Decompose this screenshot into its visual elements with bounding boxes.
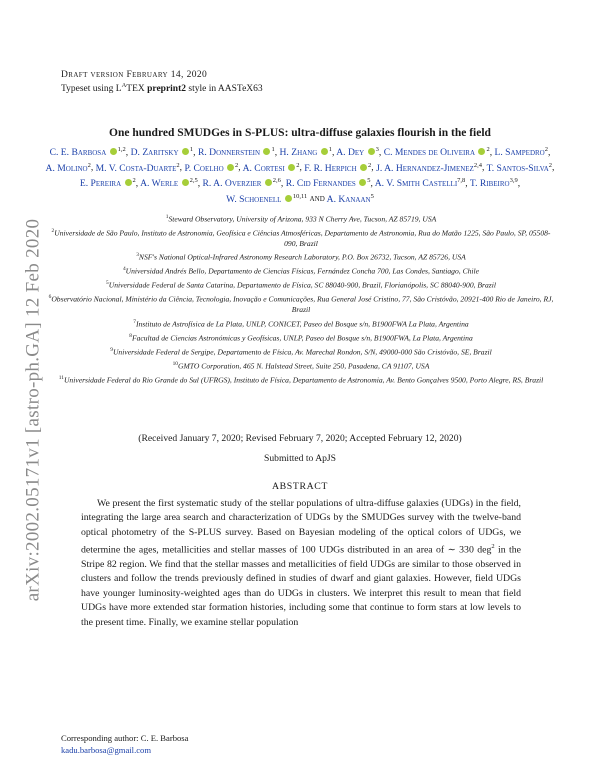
author-entry [203,178,281,189]
author-separator: , [179,162,185,174]
author-separator: , [481,162,487,174]
author-name[interactable]: A. Molino [45,162,88,174]
author-list [40,144,560,206]
author-name[interactable]: M. V. Costa-Duarte [95,162,177,174]
author-affiliation-mark: 2,5 [189,176,198,184]
draft-version: Draft version February 14, 2020 [61,70,208,80]
author-entry [46,163,91,174]
author-separator: , [371,162,377,174]
author-separator: , [135,178,141,190]
author-affiliation-mark: 2,4 [473,161,482,169]
author-entry [494,146,551,159]
author-name[interactable]: T. Ribeiro [469,178,510,190]
author-separator: , [552,162,555,174]
affiliation-item [48,264,554,277]
author-name[interactable]: A. Dey [336,147,365,159]
author-entry [140,178,198,189]
author-entry [226,194,307,205]
author-name[interactable]: A. Werle [140,178,179,190]
author-separator: , [331,147,337,159]
affiliation-text: Observatório Nacional, Ministério da Ciência, Tecnologia, Inovação e Comunicações, Rua General José Cristino, 77, São Cristóvão, 20921-400 Rio de Janeiro, RJ, Brazil [51,294,554,315]
author-affiliation-mark: 5 [367,176,371,184]
author-name[interactable]: H. Zhang [279,147,318,159]
affiliation-number: 1 [165,214,169,220]
author-name[interactable]: L. Sampedro [494,147,545,159]
affiliation-text: Universidade Federal do Rio Grande do Sul (UFRGS), Instituto de Física, Departamento de Astronomia, Av. Bento Gonçalves 9500, Porto Alegre, RS, Brazil [63,375,544,385]
author-affiliation-mark: 1,2 [117,146,126,153]
affiliation-text: Universidade Federal de Santa Catarina, Departamento de Física, SC 88040-900, Brazil, Florianópolis, SC 88040-900, Brazil [108,280,496,290]
author-name[interactable]: E. Pereira [79,178,122,190]
author-entry [96,163,180,174]
abstract-text [81,497,521,630]
orcid-icon[interactable] [110,148,117,155]
author-separator: , [238,162,243,174]
author-affiliation-mark: 5 [370,192,374,200]
author-name[interactable]: J. A. Hernandez-Jimenez [376,162,474,174]
affiliation-number: 2 [51,228,55,235]
affiliation-text: Facultad de Ciencias Astronómicas y Geofísicas, UNLP, Paseo del Bosque s/n, B1900FWA, La Plata, Argentina [131,333,473,343]
orcid-icon[interactable] [359,179,366,186]
author-name[interactable]: R. Donnerstein [197,147,261,159]
affiliation-item [48,373,554,386]
orcid-icon[interactable] [125,179,132,186]
author-affiliation-mark: 1 [271,146,275,153]
affiliation-number: 8 [129,332,132,339]
typeset-tex: TEX [126,84,148,95]
author-affiliation-mark: 3 [375,146,379,153]
paper-title: One hundred SMUDGes in S-PLUS: ultra-diffuse galaxies flourish in the field [109,127,491,139]
author-name[interactable]: W. Schoenell [226,193,282,205]
author-entry [304,163,371,174]
affiliation-text: NSF's National Optical-Infrared Astronomy Research Laboratory, P.O. Box 26732, Tucson, AZ 85726, USA [138,252,466,262]
orcid-icon[interactable] [227,164,234,171]
affiliation-list [48,212,554,387]
affiliation-text: Steward Observatory, University of Arizona, 933 N Cherry Ave, Tucson, AZ 85719, USA [168,214,437,224]
author-separator: , [274,147,280,159]
author-separator: , [280,178,286,190]
author-entry [243,163,300,174]
author-name[interactable]: T. Santos-Silva [486,162,549,174]
arxiv-stamp [20,200,46,620]
orcid-icon[interactable] [182,179,189,186]
affiliation-number: 9 [110,346,113,353]
author-affiliation-mark: 2 [296,161,300,169]
author-separator: and [307,193,327,205]
author-name[interactable]: C. E. Barbosa [49,147,107,159]
author-affiliation-mark: 2 [548,161,553,169]
orcid-icon[interactable] [321,148,328,155]
orcid-icon[interactable] [285,195,292,202]
author-affiliation-mark: 2 [235,161,239,169]
affiliation-text: Universidade Federal de Sergipe, Departamento de Física, Av. Marechal Rondon, S/N, 49000-000 São Cristóvão, SE, Brazil [112,347,492,357]
affiliation-number: 4 [122,266,126,273]
affiliation-number: 11 [58,374,64,381]
author-name[interactable]: F. R. Herpich [304,162,357,174]
affiliation-item [48,292,554,315]
author-name[interactable]: A. V. Smith Castelli [374,178,458,190]
affiliation-item [48,331,554,344]
author-affiliation-mark: 1 [189,146,194,153]
affiliation-item [48,359,554,372]
affiliation-number: 7 [133,318,136,325]
author-affiliation-mark: 2 [544,146,548,153]
author-entry [184,163,238,174]
author-entry [375,178,466,189]
corresponding-email-link[interactable]: kadu.barbosa@gmail.com [61,745,152,755]
submitted-to: Submitted to ApJS [264,453,336,464]
abstract-part1: We present the first systematic study of the stellar populations of ultra-diffuse galaxies (UDGs) in the field, integrating the large area search and characterization of UDGs by the SMUDGes survey with the twelve-band optical photometry of the S-PLUS survey. Based on Bayesian modeling of the optical colors of UDGs, we determine the ages, metallicities and stellar masses of 100 UDGs distributed in an area of ∼ 330 deg [81,498,521,556]
abstract-heading: ABSTRACT [272,481,328,492]
author-entry [486,161,555,174]
corresponding-author: Corresponding author: C. E. Barbosa [61,733,189,743]
abstract-part2: in the Stripe 82 region. We find that the stellar masses and metallicities of field UDGs are similar to those observed in clusters and follow the trends previously defined in studies of dwarf and giant galaxies. However, field UDGs have younger luminosity-weighted ages than do UDGs in clusters. We interpret this result to mean that field UDGs have more extended star formation histories, including some that continue to form stars at low levels to the present time. Finally, we examine stellar population [81,544,521,628]
typeset-prefix: Typeset using L [61,84,122,95]
author-entry [469,176,521,190]
orcid-icon[interactable] [360,164,367,171]
author-separator: , [299,162,305,174]
author-entry [80,178,136,189]
author-name[interactable]: R. A. Overzier [202,178,262,190]
author-separator: , [489,147,495,159]
author-affiliation-mark: 2,6 [272,176,281,184]
orcid-icon[interactable] [368,148,375,155]
affiliation-item [48,250,554,263]
author-separator: , [465,178,470,190]
affiliation-number: 6 [48,294,52,301]
typeset-latex-a: A [121,82,127,89]
author-separator: , [378,147,384,159]
affiliation-text: Universidad Andrés Bello, Departamento de Ciencias Físicas, Fernández Concha 700, Las Condes, Santiago, Chile [125,266,480,276]
author-name[interactable]: D. Zaritsky [130,147,179,159]
affiliation-item [48,226,554,249]
abstract-deg-sup: 2 [491,543,495,551]
affiliation-item [48,278,554,291]
author-entry [336,147,379,158]
affiliation-number: 3 [136,252,139,259]
author-entry [198,147,275,158]
author-affiliation-mark: 3,9 [509,176,518,184]
author-affiliation-mark: 1 [328,146,332,153]
author-entry [327,194,374,205]
author-affiliation-mark: 2 [176,161,180,169]
arxiv-id[interactable]: arXiv:2002.05171v1 [astro-ph.GA] 12 Feb 2020 [22,218,44,602]
author-separator: , [197,178,203,190]
author-entry [286,178,371,189]
affiliation-number: 10 [172,360,178,367]
author-separator: , [370,178,375,190]
affiliation-item [48,317,554,330]
affiliation-text: Instituto de Astrofísica de La Plata, UNLP, CONICET, Paseo del Bosque s/n, B1900FWA La Plata, Argentina [135,319,469,329]
author-entry [384,147,490,158]
author-entry [280,147,332,158]
author-name[interactable]: P. Coelho [184,162,224,174]
typeset-style: preprint2 [147,84,186,95]
orcid-icon[interactable] [265,179,272,186]
affiliation-number: 5 [106,280,109,287]
author-separator: , [193,147,198,159]
orcid-icon[interactable] [478,148,485,155]
author-name[interactable]: A. Kanaan [326,193,371,205]
author-name[interactable]: R. Cid Fernandes [285,178,356,190]
author-entry [376,163,482,174]
author-entry [50,147,126,158]
author-affiliation-mark: 2 [87,161,91,169]
author-name[interactable]: A. Cortesi [242,162,285,174]
author-separator: , [517,178,521,190]
author-affiliation-mark: 2 [132,176,136,184]
orcid-icon[interactable] [182,148,189,155]
author-name[interactable]: C. Mendes de Oliveira [383,147,476,159]
author-affiliation-mark: 10,11 [292,192,308,200]
orcid-icon[interactable] [288,164,295,171]
orcid-icon[interactable] [263,148,270,155]
affiliation-text: GMTO Corporation, 465 N. Halstead Street, Suite 250, Pasadena, CA 91107, USA [178,361,430,371]
author-affiliation-mark: 7,8 [457,176,466,184]
affiliation-text: Universidade de São Paulo, Instituto de Astronomia, Geofísica e Ciências Atmosféricas, Departamento de Astronomia, Rua do Matão 1225, São Paulo, SP, 05508-090, Brazil [54,228,551,248]
author-separator: , [90,162,96,174]
author-entry [131,147,194,158]
author-affiliation-mark: 2 [486,146,490,153]
affiliation-item [48,212,554,225]
affiliation-item [48,345,554,358]
author-separator: , [125,147,131,159]
author-affiliation-mark: 2 [368,161,372,169]
author-separator: , [547,147,551,159]
typeset-line [61,82,263,94]
received-dates: (Received January 7, 2020; Revised February 7, 2020; Accepted February 12, 2020) [138,433,462,444]
typeset-suffix: style in AASTeX63 [186,84,263,95]
